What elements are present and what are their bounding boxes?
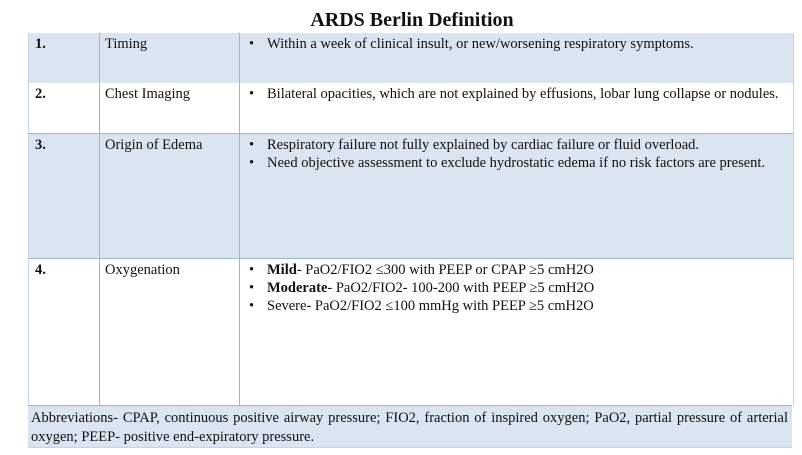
bullet-item: • Severe- PaO2/FIO2 ≤100 mmHg with PEEP ≥5 cmH2O xyxy=(246,297,790,315)
row-number: 1. xyxy=(29,33,100,83)
bullet-item: • Respiratory failure not fully explained by cardiac failure or fluid overload. xyxy=(246,136,790,154)
abbreviations-footnote: Abbreviations- CPAP, continuous positive airway pressure; FIO2, fraction of inspired oxygen; PaO2, partial pressure of arterial oxygen; PEEP- positive end-expiratory pressure. xyxy=(28,405,792,448)
bullet-item: • Moderate- PaO2/FIO2- 100-200 with PEEP ≥5 cmH2O xyxy=(246,279,790,297)
row-number: 4. xyxy=(29,259,100,406)
table-row-oxygenation xyxy=(29,258,793,406)
row-description xyxy=(240,33,793,83)
table-row-chest-imaging xyxy=(29,83,793,133)
row-number: 2. xyxy=(29,83,100,133)
document-title: ARDS Berlin Definition xyxy=(310,9,514,31)
bullet-item: • Bilateral opacities, which are not explained by effusions, lobar lung collapse or nodules. xyxy=(246,85,790,103)
table-row-origin-of-edema xyxy=(29,133,793,258)
row-label: Oxygenation xyxy=(100,259,240,406)
bullet-item: • Mild- PaO2/FIO2 ≤300 with PEEP or CPAP ≥5 cmH2O xyxy=(246,261,790,279)
row-description xyxy=(240,134,793,258)
row-label: Origin of Edema xyxy=(100,134,240,258)
row-label: Timing xyxy=(100,33,240,83)
bullet-item: • Need objective assessment to exclude hydrostatic edema if no risk factors are present. xyxy=(246,154,790,172)
row-label: Chest Imaging xyxy=(100,83,240,133)
row-number: 3. xyxy=(29,134,100,258)
row-description xyxy=(240,259,793,406)
severity-mild: Mild xyxy=(267,262,297,278)
criteria-table xyxy=(28,33,794,406)
bullet-item: • Within a week of clinical insult, or new/worsening respiratory symptoms. xyxy=(246,35,790,53)
table-row-timing xyxy=(29,33,793,83)
row-description xyxy=(240,83,793,133)
severity-moderate: Moderate xyxy=(267,280,328,296)
